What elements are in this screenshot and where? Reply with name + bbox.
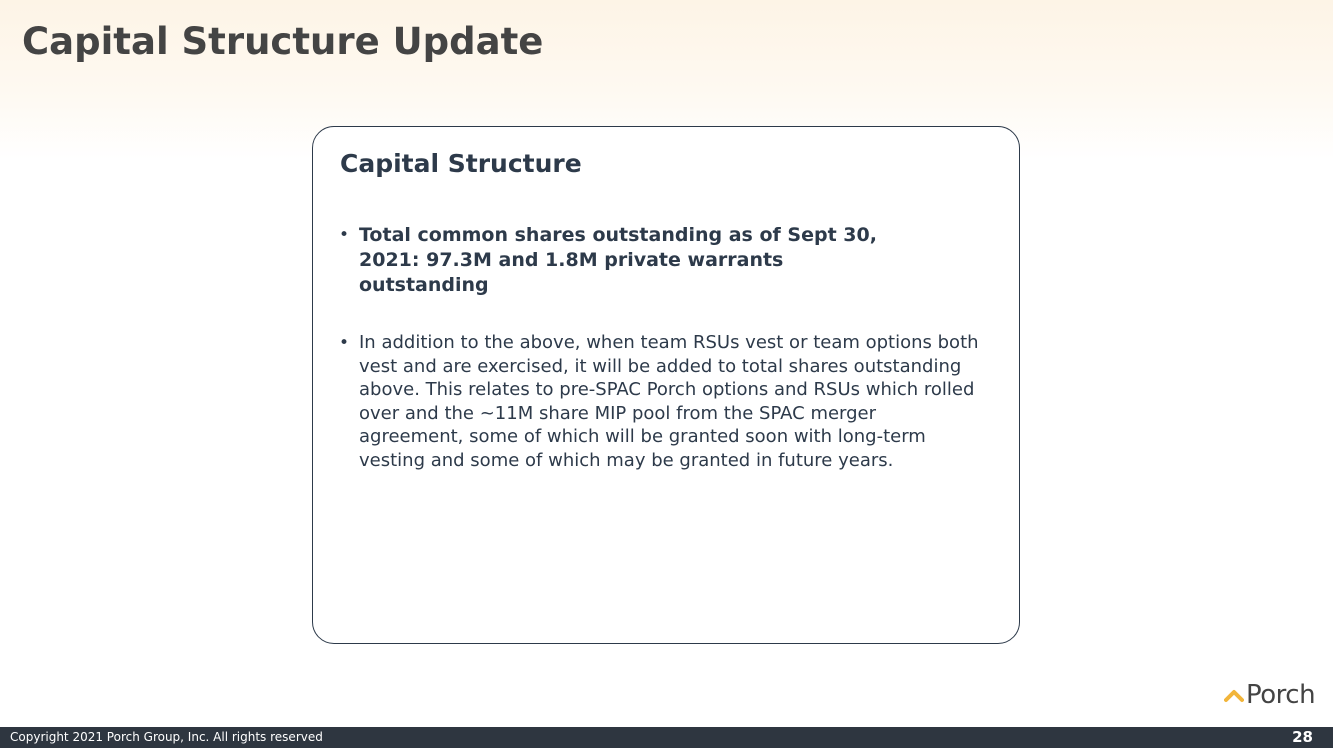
slide-title: Capital Structure Update bbox=[22, 20, 544, 63]
logo-text: Porch bbox=[1246, 680, 1316, 710]
card-heading: Capital Structure bbox=[340, 149, 582, 178]
bullet-text-shares bbox=[359, 223, 919, 298]
bullet-marker: • bbox=[339, 333, 350, 353]
bullet-marker: • bbox=[339, 225, 350, 245]
porch-roof-icon bbox=[1224, 687, 1244, 703]
bullet-text-rsus: In addition to the above, when team RSUs vest or team options both vest and are exercised, it will be added to total shares outstanding above. This relates to pre-SPAC Porch options and RSUs which rolled over and the ~11M share MIP pool from the SPAC merger agreement, some of which will be granted soon with long-term vesting and some of which may be granted in future years. bbox=[359, 332, 979, 471]
footer-copyright: Copyright 2021 Porch Group, Inc. All rights reserved bbox=[10, 730, 323, 744]
footer-bar bbox=[0, 727, 1333, 748]
page-number: 28 bbox=[1292, 728, 1313, 746]
bullet-item-shares bbox=[339, 223, 979, 298]
porch-logo bbox=[1224, 680, 1315, 710]
bullet-text-line: Total common shares outstanding as of Sept 30, bbox=[359, 224, 877, 246]
bullet-item-rsus bbox=[339, 331, 979, 472]
capital-structure-card bbox=[312, 126, 1020, 644]
bullet-text-line: 2021: 97.3M and 1.8M private warrants outstanding bbox=[359, 249, 784, 296]
